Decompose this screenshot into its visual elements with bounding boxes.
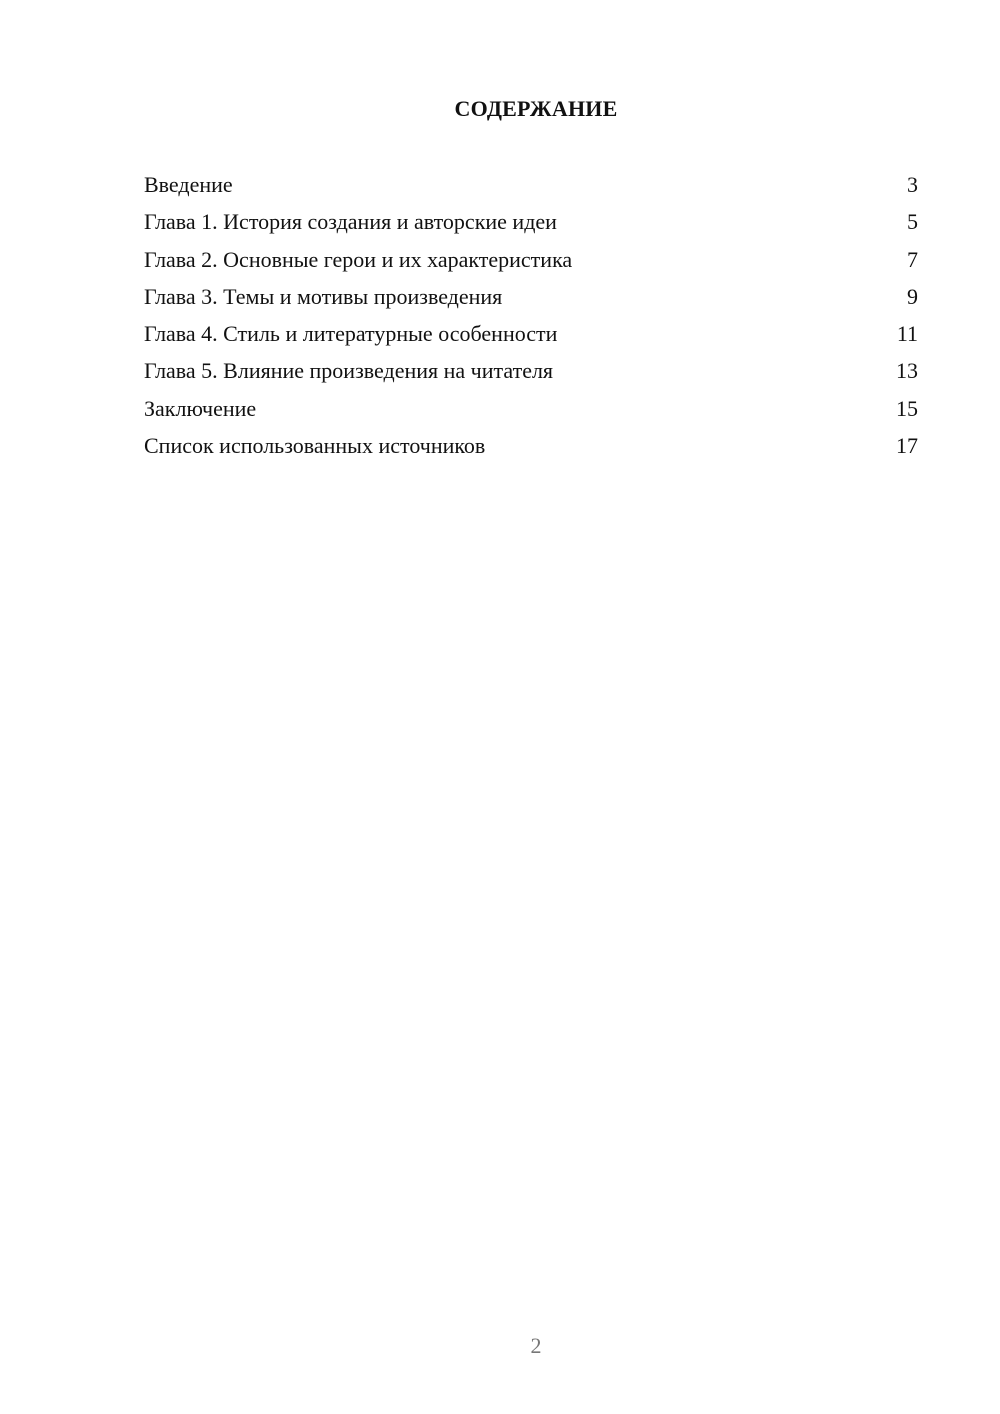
toc-entry-label: Введение [144, 172, 233, 197]
toc-entry-label: Заключение [144, 395, 257, 421]
toc-entry-page: 5 [907, 209, 918, 235]
toc-entry-label: Глава 4. Стиль и литературные особенности [144, 321, 558, 347]
page-title: СОДЕРЖАНИЕ [454, 96, 618, 121]
toc-entry [144, 206, 918, 243]
toc-entry-page: 7 [907, 246, 918, 272]
toc-entry-page: 9 [907, 283, 918, 309]
toc-entry [144, 244, 918, 281]
toc-entry-page: 11 [896, 321, 918, 347]
page-number: 2 [530, 1333, 542, 1358]
toc-entry-page: 17 [896, 433, 918, 459]
toc-entry [144, 169, 918, 206]
table-of-contents [144, 169, 918, 467]
toc-entry [144, 355, 918, 392]
toc-entry-label: Список использованных источников [144, 433, 486, 459]
toc-entry-page: 13 [896, 358, 918, 384]
toc-entry [144, 430, 918, 467]
toc-entry-label: Глава 1. История создания и авторские идеи [144, 209, 557, 235]
toc-entry-page: 15 [896, 395, 918, 421]
toc-entry-label: Глава 2. Основные герои и их характеристика [144, 246, 573, 272]
toc-entry [144, 393, 918, 430]
toc-entry-label: Глава 5. Влияние произведения на читателя [144, 358, 554, 384]
toc-entry [144, 318, 918, 355]
toc-entry-page: 3 [907, 172, 918, 197]
toc-entry-label: Глава 3. Темы и мотивы произведения [144, 283, 503, 309]
toc-entry [144, 281, 918, 318]
